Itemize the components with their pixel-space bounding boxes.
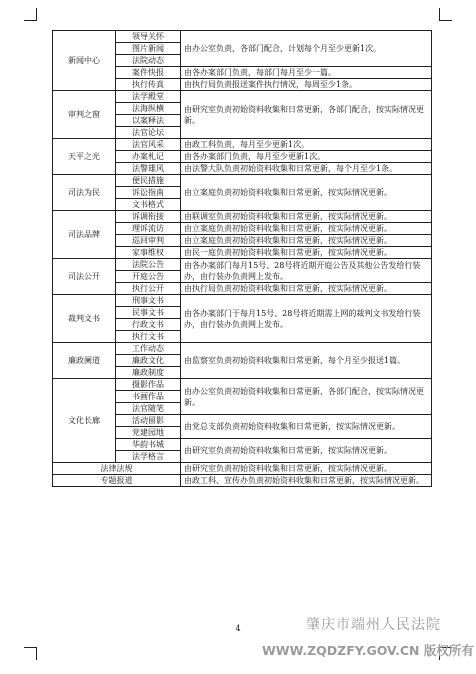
subitem: 法院动态 [116,55,181,67]
responsibility-text: 由各办案部门每月15号、28号将近期开庭公告及其他公告发给行装办，由行装办负责网上发布。 [181,259,432,283]
subitem: 法官论坛 [116,127,181,139]
responsibility-text: 由立案庭负责初始资料收集和日常更新，按实际情况更新。 [181,235,432,247]
table-row [53,343,432,355]
responsibility-text: 由研究室负责初始资料收集和日常更新，按实际情况更新。 [181,439,432,463]
subitem: 理诉流访 [116,223,181,235]
category-sfgk: 司法公开 [53,259,116,295]
subitem: 诉调衔接 [116,211,181,223]
subitem: 执行公开 [116,283,181,295]
subitem: 民事文书 [116,307,181,319]
responsibility-text: 由各办案部门负责，每部门每月至少一篇。 [181,67,432,79]
table-row [53,295,432,307]
subitem: 便民措施 [116,175,181,187]
table-row [53,379,432,391]
subitem: 廉政文化 [116,355,181,367]
watermark-copyright: WWW.ZQDZFY.GOV.CN 版权所有 [262,643,474,658]
responsibility-text: 由立案庭负责初始资料收集和日常更新，按实际情况更新。 [181,223,432,235]
website-responsibility-table [52,30,432,487]
responsibility-text: 由执行局负责初始资料收集和日常更新，按实际情况更新。 [181,283,432,295]
category-ztbd: 专题报道 [53,475,181,487]
category-sfwm: 司法为民 [53,175,116,211]
subitem: 活动留影 [116,415,181,427]
subitem: 以案释法 [116,115,181,127]
table-row [53,259,432,271]
subitem: 文书格式 [116,199,181,211]
subitem: 执行传真 [116,79,181,91]
subitem: 诉讼指南 [116,187,181,199]
table-row [53,91,432,103]
table-row [53,31,432,43]
responsibility-text: 由执行局负责报送案件执行情况，每周至少1条。 [181,79,432,91]
subitem: 法学格言 [116,451,181,463]
watermark-court-name: 肇庆市端州人民法院 [306,617,441,633]
responsibility-text: 由办公室负责，各部门配合，计划每个月至少更新1次。 [181,31,432,67]
subitem: 执行文书 [116,331,181,343]
category-whcl: 文化长廊 [53,379,116,463]
subitem: 家事维权 [116,247,181,259]
subitem: 法学殿堂 [116,91,181,103]
page-number: 4 [235,624,241,633]
crop-mark-bottom-left [24,647,37,660]
table-row [53,475,432,487]
subitem: 开庭公告 [116,271,181,283]
subitem: 工作动态 [116,343,181,355]
responsibility-text: 由各办案部门于每月15号、28号将近期需上网的裁判文书发给行装办，由行装办负责网上发布。 [181,295,432,343]
subitem: 法官随笔 [116,403,181,415]
responsibility-text: 由研究室负责初始资料收集和日常更新，按实际情况更新。 [181,463,432,475]
subitem: 华韵书城 [116,439,181,451]
responsibility-text: 由立案庭负责初始资料收集和日常更新，按实际情况更新。 [181,175,432,211]
table-row [53,139,432,151]
responsibility-text: 由民一庭负责初始资料收集和日常更新，按实际情况更新。 [181,247,432,259]
responsibility-text: 由法警大队负责初始资料收集和日常更新，每个月至少1条。 [181,163,432,175]
category-cpws: 裁判文书 [53,295,116,343]
responsibility-text: 由办公室负责初始资料收集和日常更新，各部门配合，按实际情况更新。 [181,379,432,415]
crop-mark-top-left [24,8,37,21]
subitem: 案件快报 [116,67,181,79]
subitem: 法官风采 [116,139,181,151]
category-lzfd: 廉政阑道 [53,343,116,379]
subitem: 廉政制度 [116,367,181,379]
responsibility-text: 由各办案部门负责，每月至少更新1次。 [181,151,432,163]
subitem: 法警雄风 [116,163,181,175]
category-spzc: 审判之窗 [53,91,116,139]
subitem: 巡回审判 [116,235,181,247]
crop-mark-top-right [439,8,452,21]
table-row [53,175,432,187]
subitem: 办案札记 [116,151,181,163]
table-row [53,463,432,475]
subitem: 刑事文书 [116,295,181,307]
category-sfpp: 司法品牌 [53,211,116,259]
responsibility-text: 由联调室负责初始资料收集和日常更新，按实际情况更新。 [181,211,432,223]
category-tpzg: 天平之光 [53,139,116,175]
category-flfg: 法律法规 [53,463,181,475]
subitem: 领导关怀 [116,31,181,43]
responsibility-text: 由研究室负责初始资料收集和日常更新，各部门配合，按实际情况更新。 [181,91,432,139]
subitem: 党建园地 [116,427,181,439]
subitem: 摄影作品 [116,379,181,391]
responsibility-text: 由党总支部负责初始资料收集和日常更新，按实际情况更新。 [181,415,432,439]
subitem: 书画作品 [116,391,181,403]
responsibility-text: 由政工科、宣传办负责初始资料收集和日常更新，按实际情况更新。 [181,475,432,487]
subitem: 法院公告 [116,259,181,271]
responsibility-text: 由政工科负责，每月至少更新1次。 [181,139,432,151]
category-xwzx: 新闻中心 [53,31,116,91]
table-row [53,211,432,223]
subitem: 法海纵横 [116,103,181,115]
subitem: 行政文书 [116,319,181,331]
subitem: 图片新闻 [116,43,181,55]
responsibility-text: 由监察室负责初始资料收集和日常更新，每个月至少报送1篇。 [181,343,432,379]
